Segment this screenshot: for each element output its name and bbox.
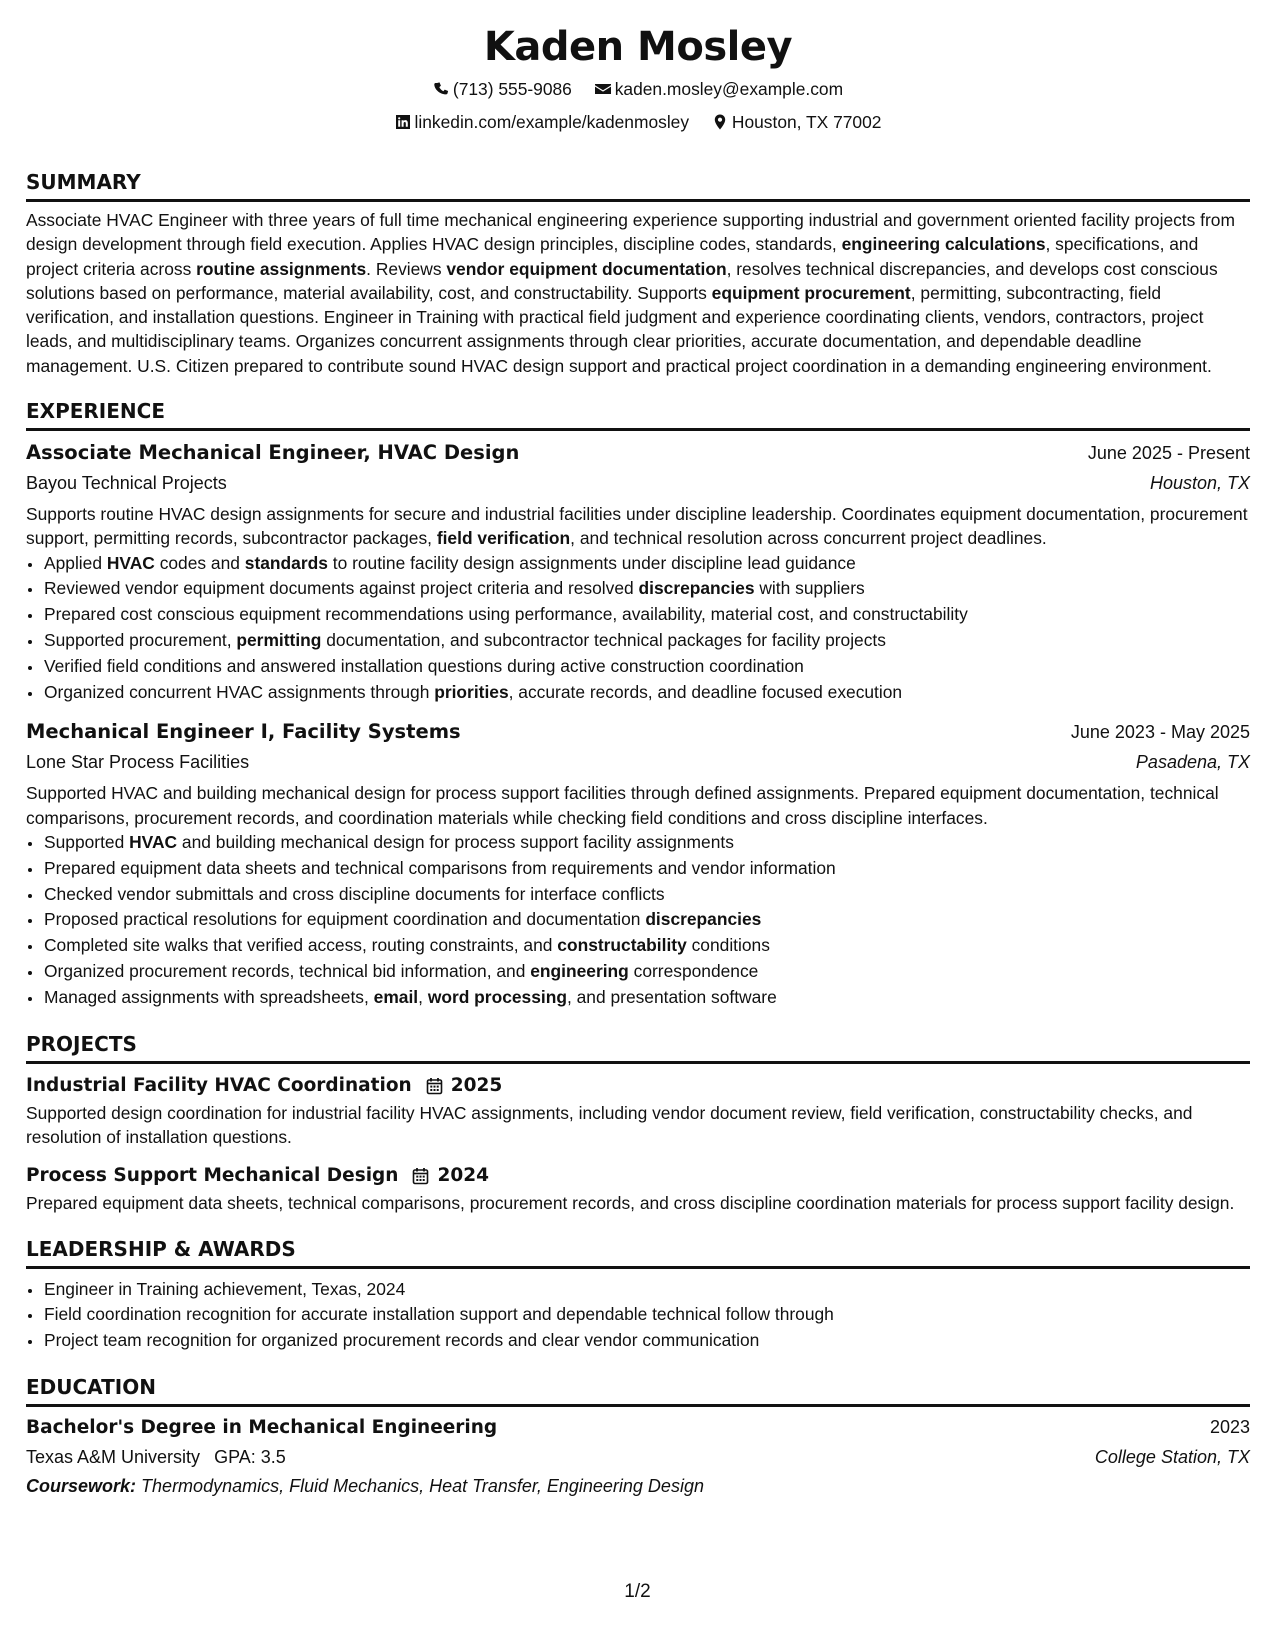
bullet-emphasis: priorities	[434, 681, 509, 702]
job-summary-text: Supported HVAC and building mechanical design for process support facilities through defined assignments. Prepared equipment documentation, technical comparisons, procurement records, and coordination materials while checking field conditions and cross discipline interfaces.	[26, 783, 1219, 828]
project-entry	[26, 1162, 1250, 1215]
project-header	[26, 1162, 1250, 1190]
page-number: 1/2	[624, 1581, 651, 1602]
job-company-row	[26, 747, 1250, 777]
email-contact[interactable]	[595, 78, 843, 100]
job-title-row	[26, 717, 1250, 747]
bullet-text: Verified field conditions and answered installation questions during active construction coordination	[44, 655, 804, 676]
bullet-text: documentation, and subcontractor technical packages for facility projects	[321, 630, 886, 651]
job-title: Associate Mechanical Engineer, HVAC Design	[26, 441, 520, 465]
job-location: Houston, TX	[1149, 473, 1250, 494]
job-bullet	[43, 959, 1250, 985]
job-bullet	[43, 856, 1250, 882]
job-entry	[26, 438, 1250, 705]
job-bullet	[43, 576, 1250, 602]
job-title-row	[26, 438, 1250, 468]
experience-section	[26, 398, 1250, 1011]
graduation-year: 2023	[1209, 1416, 1250, 1437]
award-item: • Field coordination recognition for accurate installation support and dependable technical follow through	[43, 1302, 1250, 1328]
job-company-row	[26, 468, 1250, 498]
bullet-text: Applied	[44, 552, 107, 573]
bullet-emphasis: HVAC	[106, 552, 155, 573]
summary-text: Associate HVAC Engineer with three years of full time mechanical engineering experience supporting industrial and government oriented facility projects from design development through field execution. Applies HVAC design principles, discipline codes, standards,	[26, 210, 1235, 255]
summary-text	[26, 208, 1250, 378]
summary-text: , permitting, subcontracting, field verification, and installation questions. Engineer in Training with practical field judgment and experience coordinating clients, vendors, contractors, project leads, and multidisciplinary teams. Organizes concurrent assignments through clear priorities, accurate documentation, and dependable deadline management. U.S. Citizen prepared to contribute sound HVAC design support and practical project coordination in a demanding engineering environment.	[26, 282, 1212, 376]
job-summary-text: , and technical resolution across concurrent project deadlines.	[570, 528, 1047, 549]
job-summary-text: Supports routine HVAC design assignments for secure and industrial facilities under discipline leadership. Coordinates equipment documentation, procurement support, permitting records, subcontractor packages,	[26, 504, 1248, 549]
coursework	[26, 1472, 1250, 1501]
bullet-text: Supported	[44, 832, 130, 853]
bullet-text: Supported procurement,	[44, 630, 237, 651]
job-entry	[26, 717, 1250, 1010]
bullet-text: to routine facility design assignments under discipline lead guidance	[327, 552, 856, 573]
summary-section	[26, 169, 1250, 378]
school-name: Texas A&M University	[26, 1446, 201, 1467]
bullet-emphasis: HVAC	[129, 832, 178, 853]
job-bullet	[43, 654, 1250, 680]
degree-title: Bachelor's Degree in Mechanical Engineering	[26, 1416, 498, 1438]
job-summary-emphasis: field verification	[436, 528, 571, 549]
job-bullets	[26, 551, 1250, 706]
map-pin-icon	[712, 114, 728, 130]
linkedin-icon	[395, 114, 411, 130]
envelope-icon	[595, 81, 611, 97]
bullet-text: Organized concurrent HVAC assignments through	[44, 681, 435, 702]
education-heading: EDUCATION	[26, 1374, 1250, 1407]
job-bullet	[43, 882, 1250, 908]
summary-text: , specifications, and project criteria across	[26, 234, 1199, 279]
job-bullet	[43, 933, 1250, 959]
phone-icon	[433, 81, 449, 97]
bullet-text: , accurate records, and deadline focused execution	[508, 681, 903, 702]
job-summary	[26, 502, 1250, 551]
project-header	[26, 1072, 1250, 1100]
projects-section	[26, 1031, 1250, 1216]
summary-text: . Reviews	[366, 258, 447, 279]
award-item: • Engineer in Training achievement, Texas, 2024	[43, 1277, 1250, 1303]
job-bullet	[43, 907, 1250, 933]
project-description: Prepared equipment data sheets, technical comparisons, procurement records, and cross discipline coordination materials for process support facility design.	[26, 1193, 1235, 1214]
award-item: • Project team recognition for organized procurement records and clear vendor communication	[43, 1328, 1250, 1354]
bullet-text: Organized procurement records, technical bid information, and	[44, 961, 531, 982]
summary-text: , resolves technical discrepancies, and develops cost conscious solutions based on performance, material availability, cost, and constructability. Supports	[26, 258, 1218, 303]
school-location: College Station, TX	[1094, 1446, 1250, 1467]
job-bullet	[43, 628, 1250, 654]
job-bullet	[43, 830, 1250, 856]
project-year: 2024	[437, 1165, 489, 1187]
project-list	[26, 1072, 1250, 1216]
project-entry	[26, 1072, 1250, 1150]
education-degree-row	[26, 1412, 1250, 1442]
bullet-emphasis: email	[373, 986, 419, 1007]
bullet-text: ,	[418, 986, 428, 1007]
bullet-text: conditions	[686, 935, 770, 956]
job-bullets	[26, 830, 1250, 1011]
experience-heading: EXPERIENCE	[26, 398, 1250, 431]
project-title: Process Support Mechanical Design	[26, 1165, 399, 1187]
bullet-emphasis: word processing	[427, 986, 567, 1007]
location-contact	[712, 111, 882, 133]
bullet-emphasis: discrepancies	[638, 578, 755, 599]
calendar-icon	[412, 1167, 429, 1185]
linkedin-contact[interactable]	[395, 111, 690, 133]
bullet-text: and building mechanical design for process support facility assignments	[177, 832, 734, 853]
summary-emphasis: equipment procurement	[711, 282, 911, 303]
bullet-text: Managed assignments with spreadsheets,	[44, 986, 374, 1007]
bullet-text: correspondence	[628, 961, 759, 982]
email-address[interactable]: kaden.mosley@example.com	[614, 79, 844, 99]
calendar-icon	[426, 1077, 443, 1095]
bullet-emphasis: permitting	[236, 630, 322, 651]
job-bullet	[43, 985, 1250, 1011]
education-school-row	[26, 1442, 1250, 1472]
gpa: GPA: 3.5	[214, 1446, 286, 1467]
awards-list	[26, 1277, 1250, 1354]
project-description: Supported design coordination for industrial facility HVAC assignments, including vendor document review, field verification, constructability checks, and resolution of installation questions.	[26, 1102, 1193, 1147]
bullet-text: codes and	[154, 552, 245, 573]
awards-heading: LEADERSHIP & AWARDS	[26, 1236, 1250, 1269]
contact-line-1	[26, 78, 1250, 102]
coursework-list: Thermodynamics, Fluid Mechanics, Heat Transfer, Engineering Design	[141, 1475, 704, 1496]
bullet-emphasis: discrepancies	[645, 909, 762, 930]
job-summary	[26, 781, 1250, 830]
coursework-label: Coursework:	[26, 1475, 137, 1496]
contact-line-2	[26, 111, 1250, 135]
bullet-emphasis: standards	[244, 552, 328, 573]
bullet-text: Prepared equipment data sheets and technical comparisons from requirements and vendor information	[44, 857, 836, 878]
school-info	[26, 1442, 286, 1472]
summary-heading: SUMMARY	[26, 169, 1250, 202]
education-section	[26, 1374, 1250, 1501]
bullet-text: Proposed practical resolutions for equipment coordination and documentation	[44, 909, 646, 930]
bullet-text: Reviewed vendor equipment documents against project criteria and resolved	[44, 578, 639, 599]
summary-emphasis: vendor equipment documentation	[446, 258, 727, 279]
project-title: Industrial Facility HVAC Coordination	[26, 1074, 412, 1096]
bullet-emphasis: engineering	[530, 961, 629, 982]
job-bullet	[43, 680, 1250, 706]
job-location: Pasadena, TX	[1135, 752, 1250, 773]
awards-section	[26, 1236, 1250, 1354]
job-company: Bayou Technical Projects	[26, 473, 227, 494]
projects-heading: PROJECTS	[26, 1031, 1250, 1064]
phone-number: (713) 555-9086	[452, 79, 572, 99]
summary-emphasis: engineering calculations	[841, 234, 1046, 255]
resume-page	[26, 20, 1250, 1501]
job-bullet	[43, 551, 1250, 577]
linkedin-url[interactable]: linkedin.com/example/kadenmosley	[414, 112, 690, 132]
job-dates: June 2025 - Present	[1087, 443, 1250, 464]
candidate-name: Kaden Mosley	[483, 24, 793, 70]
summary-emphasis: routine assignments	[196, 258, 367, 279]
bullet-text: Checked vendor submittals and cross discipline documents for interface conflicts	[44, 883, 665, 904]
job-title: Mechanical Engineer I, Facility Systems	[26, 720, 461, 744]
job-company: Lone Star Process Facilities	[26, 752, 250, 773]
location-text: Houston, TX 77002	[731, 112, 882, 132]
phone-contact	[433, 78, 572, 100]
bullet-text: , and presentation software	[566, 986, 777, 1007]
bullet-text: Prepared cost conscious equipment recommendations using performance, availability, material cost, and constructability	[44, 604, 968, 625]
job-list	[26, 438, 1250, 1011]
bullet-text: Completed site walks that verified access, routing constraints, and	[44, 935, 558, 956]
bullet-text: with suppliers	[754, 578, 865, 599]
job-dates: June 2023 - May 2025	[1070, 722, 1250, 743]
job-bullet	[43, 602, 1250, 628]
bullet-emphasis: constructability	[557, 935, 687, 956]
project-year: 2025	[450, 1074, 503, 1096]
